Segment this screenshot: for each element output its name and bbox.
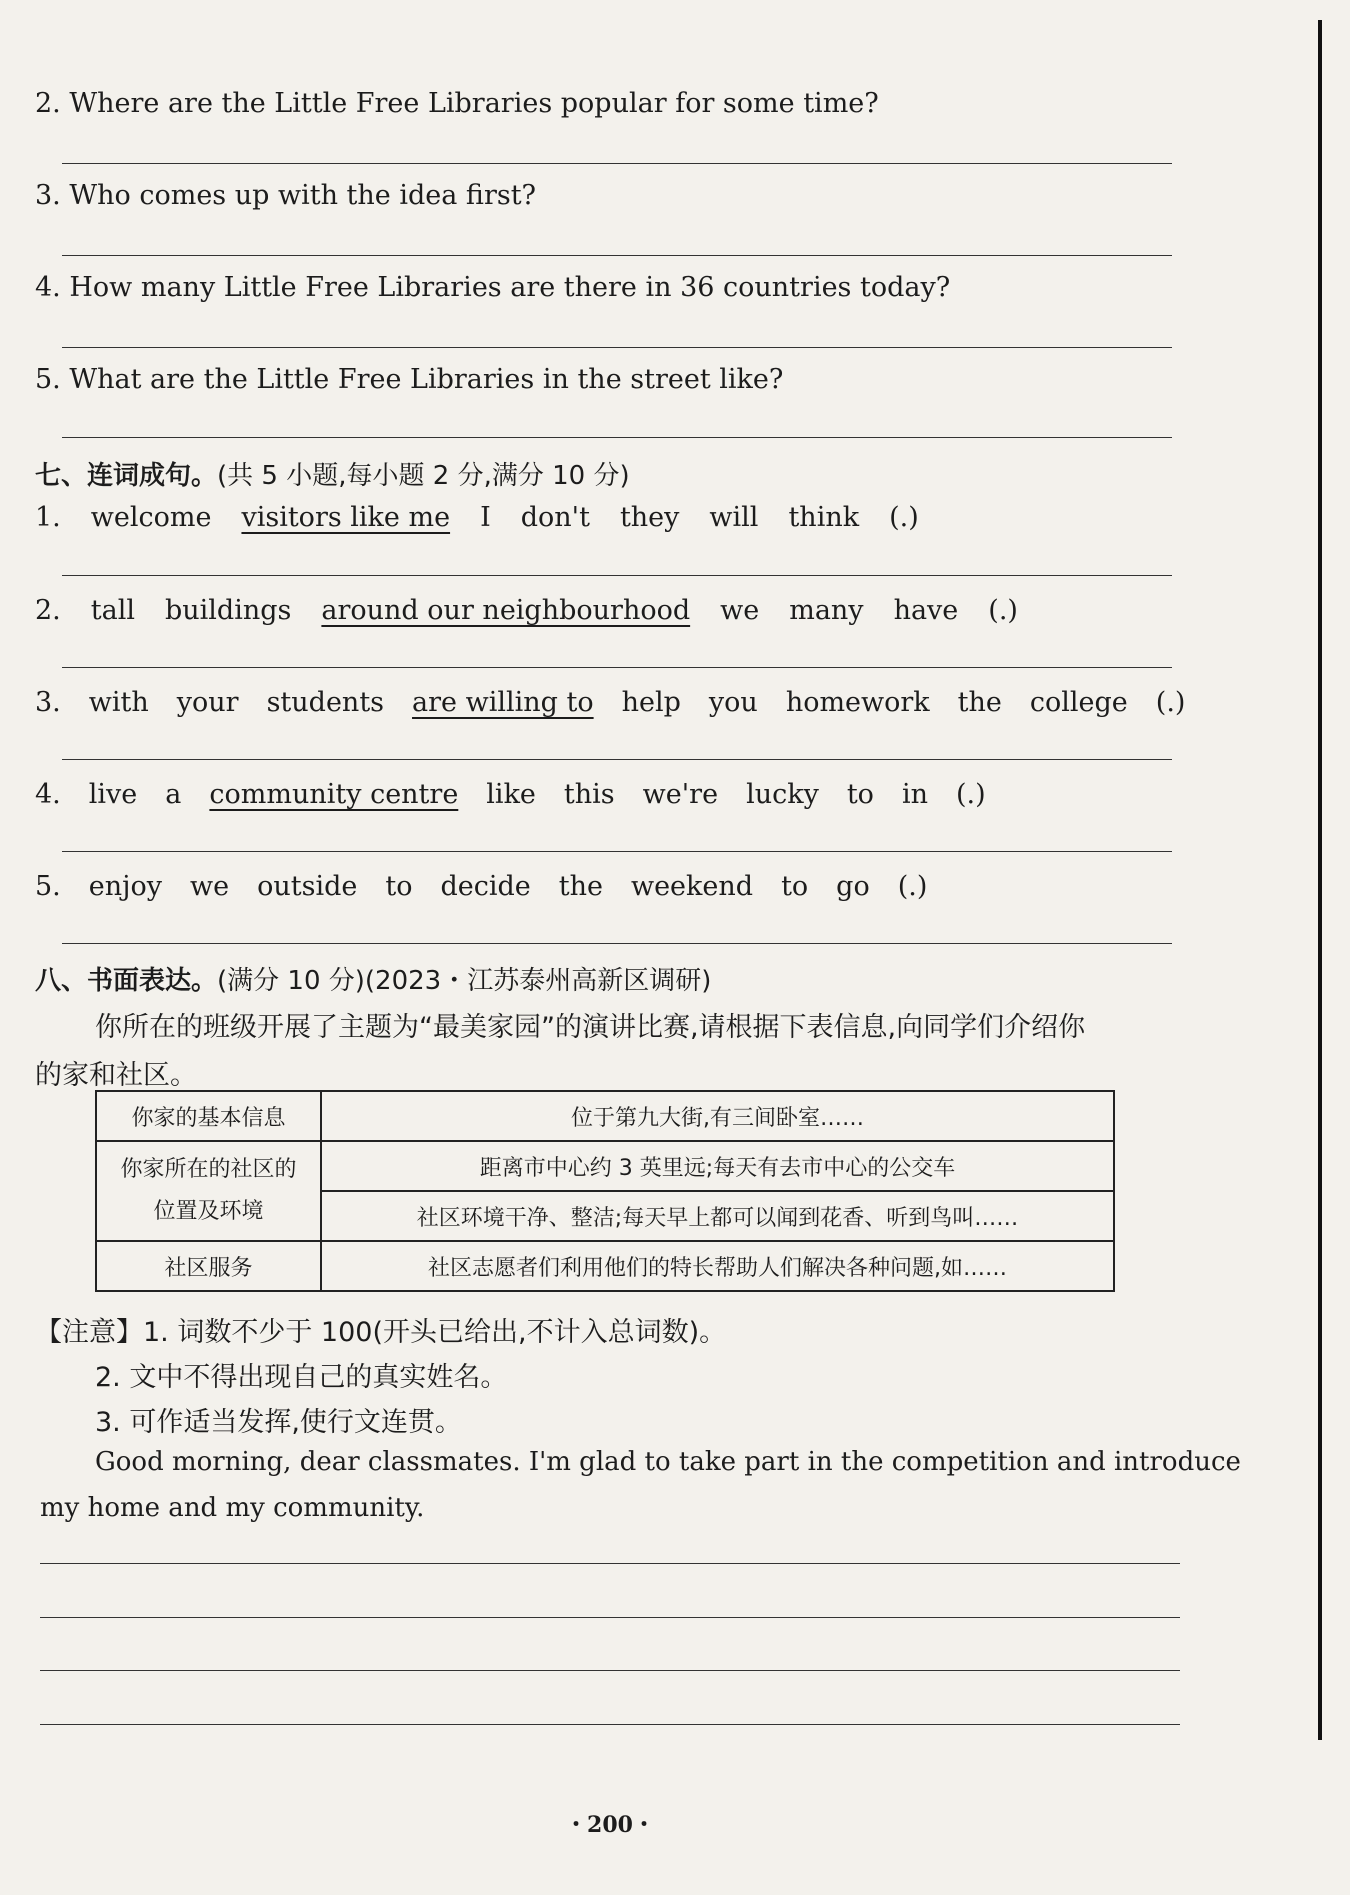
scramble-item-5: 5. enjoy we outside to decide the weekend to go (.) [35,871,928,902]
answer-line[interactable] [62,575,1172,576]
essay-opening-line-1: Good morning, dear classmates. I'm glad to take part in the competition and introduce [95,1447,1241,1477]
writing-line[interactable] [40,1617,1180,1618]
question-3: 3. Who comes up with the idea first? [35,180,537,211]
section-8-heading: 八、书面表达。(满分 10 分)(2023・江苏泰州高新区调研) [35,966,712,996]
info-table [95,1090,1115,1292]
page-edge-mark [1318,20,1322,1740]
writing-prompt-line-1: 你所在的班级开展了主题为“最美家园”的演讲比赛,请根据下表信息,向同学们介绍你 [95,1012,1086,1043]
table-cell-value: 位于第九大街,有三间卧室…… [321,1091,1114,1141]
essay-opening-line-2: my home and my community. [40,1493,425,1523]
table-cell-value: 社区环境干净、整洁;每天早上都可以闻到花香、听到鸟叫…… [321,1191,1114,1241]
table-row [96,1091,1114,1141]
writing-note-1: 【注意】1. 词数不少于 100(开头已给出,不计入总词数)。 [35,1317,727,1348]
table-row [96,1141,1114,1191]
page-number: ・200・ [565,1812,655,1838]
answer-line[interactable] [62,255,1172,256]
scramble-item-3: 3. with your students are willing to help you homework the college (.) [35,687,1186,718]
answer-line[interactable] [62,851,1172,852]
scramble-item-4: 4. live a community centre like this we're lucky to in (.) [35,779,986,810]
writing-line[interactable] [40,1724,1180,1725]
scramble-item-1: 1. welcome visitors like me I don't they will think (.) [35,502,919,533]
table-row [96,1241,1114,1291]
writing-line[interactable] [40,1563,1180,1564]
table-cell-value: 距离市中心约 3 英里远;每天有去市中心的公交车 [321,1141,1114,1191]
question-2: 2. Where are the Little Free Libraries popular for some time? [35,88,879,119]
section-7-heading: 七、连词成句。(共 5 小题,每小题 2 分,满分 10 分) [35,461,630,491]
writing-note-3: 3. 可作适当发挥,使行文连贯。 [95,1407,462,1438]
answer-line[interactable] [62,759,1172,760]
scramble-item-2: 2. tall buildings around our neighbourhood we many have (.) [35,595,1018,626]
writing-prompt-line-2: 的家和社区。 [35,1060,197,1091]
writing-line[interactable] [40,1670,1180,1671]
answer-line[interactable] [62,347,1172,348]
answer-line[interactable] [62,943,1172,944]
table-cell-label: 你家的基本信息 [96,1091,321,1141]
answer-line[interactable] [62,163,1172,164]
table-cell-label: 你家所在的社区的 位置及环境 [96,1141,321,1241]
answer-line[interactable] [62,437,1172,438]
question-5: 5. What are the Little Free Libraries in the street like? [35,364,784,395]
writing-note-2: 2. 文中不得出现自己的真实姓名。 [95,1362,508,1393]
table-cell-value: 社区志愿者们利用他们的特长帮助人们解决各种问题,如…… [321,1241,1114,1291]
answer-line[interactable] [62,667,1172,668]
table-cell-label: 社区服务 [96,1241,321,1291]
question-4: 4. How many Little Free Libraries are there in 36 countries today? [35,272,951,303]
